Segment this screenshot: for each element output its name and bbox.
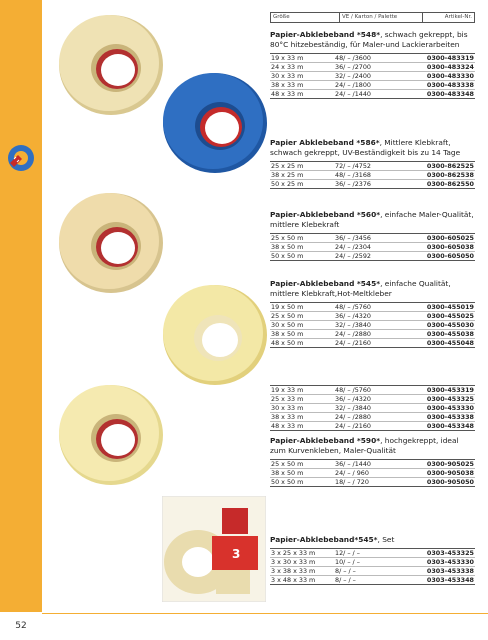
units-cell: 48/ – /5760: [334, 386, 414, 395]
blue-tape-roll-image: [160, 68, 270, 178]
units-cell: 24/ – /1800: [334, 81, 414, 90]
product-desc: , einfache Qualität, mittlere Klebkraft,Hot-Meltkleber: [270, 279, 451, 298]
table-row: [270, 404, 475, 413]
article-number-cell: 0303-453330: [414, 558, 475, 567]
table-row: [270, 180, 475, 189]
article-number-cell: 0300-455019: [414, 303, 475, 312]
size-cell: 25 x 50 m: [270, 234, 334, 243]
article-number-cell: 0300-455030: [414, 321, 475, 330]
units-cell: 32/ – /2400: [334, 72, 414, 81]
product-block-548: [270, 30, 475, 99]
footer-rule: [42, 613, 488, 614]
product-table: [270, 459, 475, 487]
table-row: [270, 549, 475, 558]
article-number-cell: 0300-453330: [414, 404, 475, 413]
product-table: [270, 233, 475, 261]
size-cell: 38 x 50 m: [270, 243, 334, 252]
article-number-cell: 0300-453319: [414, 386, 475, 395]
product-block-545-33m: [270, 385, 475, 431]
table-row: [270, 162, 475, 171]
size-cell: 3 x 25 x 33 m: [270, 549, 334, 558]
size-cell: 19 x 33 m: [270, 54, 334, 63]
table-row: [270, 478, 475, 487]
size-cell: 38 x 50 m: [270, 469, 334, 478]
units-cell: 24/ – /2880: [334, 413, 414, 422]
size-cell: 19 x 50 m: [270, 303, 334, 312]
article-number-cell: 0300-453348: [414, 422, 475, 431]
svg-text:3: 3: [232, 547, 241, 561]
units-cell: 36/ – /3456: [334, 234, 414, 243]
article-number-cell: 0300-905050: [414, 478, 475, 487]
product-title: Papier-Abklebeband*545*: [270, 535, 378, 544]
article-number-cell: 0300-605050: [414, 252, 475, 261]
yellow-tape-roll-image: [160, 280, 270, 390]
table-header: [270, 12, 475, 23]
article-number-cell: 0300-862550: [414, 180, 475, 189]
product-title: Papier-Abklebeband *548*: [270, 30, 381, 39]
units-cell: 12/ – / –: [334, 549, 414, 558]
table-row: [270, 460, 475, 469]
size-cell: 38 x 50 m: [270, 330, 334, 339]
article-number-cell: 0300-453338: [414, 413, 475, 422]
article-number-cell: 0300-455038: [414, 330, 475, 339]
table-row: [270, 90, 475, 99]
table-row: [270, 576, 475, 585]
table-row: [270, 234, 475, 243]
product-block-545-set: [270, 535, 475, 585]
article-number-cell: 0300-453325: [414, 395, 475, 404]
sidebar-accent-bar: [0, 0, 42, 616]
article-number-cell: 0300-483319: [414, 54, 475, 63]
article-number-cell: 0300-905025: [414, 460, 475, 469]
table-row: [270, 81, 475, 90]
tape-set-pack-image: [162, 496, 266, 602]
beige-tape-roll-image: [56, 188, 166, 298]
units-cell: 24/ – /2304: [334, 243, 414, 252]
size-cell: 50 x 50 m: [270, 252, 334, 261]
size-cell: 50 x 50 m: [270, 478, 334, 487]
units-cell: 8/ – / –: [334, 567, 414, 576]
units-cell: 36/ – /1440: [334, 460, 414, 469]
article-number-cell: 0303-453348: [414, 576, 475, 585]
units-cell: 48/ – /5760: [334, 303, 414, 312]
size-cell: 48 x 33 m: [270, 422, 334, 431]
product-title: Papier-Abklebeband *560*: [270, 210, 381, 219]
product-title: Papier Abklebeband *586*: [270, 138, 380, 147]
units-cell: 18/ – / 720: [334, 478, 414, 487]
table-row: [270, 321, 475, 330]
product-table: [270, 385, 475, 431]
units-cell: 36/ – /4320: [334, 312, 414, 321]
product-table: [270, 548, 475, 585]
table-row: [270, 386, 475, 395]
units-cell: 24/ – / 960: [334, 469, 414, 478]
table-row: [270, 312, 475, 321]
article-number-cell: 0300-455048: [414, 339, 475, 348]
tape-roll-icon: [6, 143, 36, 173]
units-cell: 36/ – /2376: [334, 180, 414, 189]
size-cell: 30 x 50 m: [270, 321, 334, 330]
table-row: [270, 330, 475, 339]
product-block-590: [270, 436, 475, 487]
units-cell: 72/ – /4752: [334, 162, 414, 171]
size-cell: 25 x 50 m: [270, 312, 334, 321]
article-number-cell: 0300-483324: [414, 63, 475, 72]
units-cell: 32/ – /3840: [334, 321, 414, 330]
product-title: Papier-Abklebeband *590*: [270, 436, 381, 445]
size-cell: 25 x 25 m: [270, 162, 334, 171]
product-block-586: [270, 138, 475, 189]
table-row: [270, 567, 475, 576]
product-desc: , hochgekreppt, ideal zum Kurvenkleben, Maler-Qualität: [270, 436, 459, 455]
size-cell: 30 x 33 m: [270, 72, 334, 81]
article-number-cell: 0300-862525: [414, 162, 475, 171]
size-cell: 3 x 48 x 33 m: [270, 576, 334, 585]
cream-tape-roll-image: [56, 8, 166, 118]
product-desc: , Mittlere Klebkraft, schwach gekreppt, UV-Beständigkeit bis zu 14 Tage: [270, 138, 461, 157]
header-size: Größe: [271, 13, 340, 22]
table-row: [270, 63, 475, 72]
article-number-cell: 0300-455025: [414, 312, 475, 321]
product-desc: , einfache Maler-Qualität, mittlere Klebekraft: [270, 210, 474, 229]
header-units: VE / Karton / Palette: [340, 13, 423, 22]
size-cell: 38 x 25 m: [270, 171, 334, 180]
table-row: [270, 422, 475, 431]
article-number-cell: 0300-605038: [414, 243, 475, 252]
article-number-cell: 0300-862538: [414, 171, 475, 180]
product-block-560: [270, 210, 475, 261]
article-number-cell: 0300-483330: [414, 72, 475, 81]
units-cell: 48/ – /3600: [334, 54, 414, 63]
table-row: [270, 303, 475, 312]
units-cell: 36/ – /4320: [334, 395, 414, 404]
size-cell: 48 x 50 m: [270, 339, 334, 348]
product-table: [270, 53, 475, 99]
article-number-cell: 0303-453325: [414, 549, 475, 558]
table-row: [270, 252, 475, 261]
size-cell: 3 x 30 x 33 m: [270, 558, 334, 567]
table-row: [270, 469, 475, 478]
units-cell: 8/ – / –: [334, 576, 414, 585]
units-cell: 24/ – /2160: [334, 422, 414, 431]
units-cell: 48/ – /3168: [334, 171, 414, 180]
article-number-cell: 0300-483348: [414, 90, 475, 99]
size-cell: 30 x 33 m: [270, 404, 334, 413]
size-cell: 38 x 33 m: [270, 413, 334, 422]
size-cell: 48 x 33 m: [270, 90, 334, 99]
article-number-cell: 0303-453338: [414, 567, 475, 576]
units-cell: 24/ – /2160: [334, 339, 414, 348]
size-cell: 25 x 33 m: [270, 395, 334, 404]
table-row: [270, 243, 475, 252]
table-row: [270, 171, 475, 180]
article-number-cell: 0300-483338: [414, 81, 475, 90]
product-desc: , Set: [377, 535, 395, 544]
table-row: [270, 558, 475, 567]
product-title: Papier-Abklebeband *545*: [270, 279, 381, 288]
size-cell: 19 x 33 m: [270, 386, 334, 395]
product-block-545: [270, 279, 475, 348]
size-cell: 25 x 50 m: [270, 460, 334, 469]
article-number-cell: 0300-605025: [414, 234, 475, 243]
table-row: [270, 413, 475, 422]
units-cell: 10/ – / –: [334, 558, 414, 567]
size-cell: 24 x 33 m: [270, 63, 334, 72]
table-row: [270, 72, 475, 81]
units-cell: 24/ – /2880: [334, 330, 414, 339]
product-table: [270, 161, 475, 189]
page-number: 52: [0, 612, 42, 640]
size-cell: 50 x 25 m: [270, 180, 334, 189]
units-cell: 24/ – /2592: [334, 252, 414, 261]
pale-yellow-tape-roll-image: [56, 380, 166, 490]
header-article: Artikel-Nr.: [444, 14, 472, 20]
units-cell: 24/ – /1440: [334, 90, 414, 99]
table-row: [270, 54, 475, 63]
product-desc: , schwach gekreppt, bis 80°C hitzebeständig, für Maler-und Lackierarbeiten: [270, 30, 468, 49]
article-number-cell: 0300-905038: [414, 469, 475, 478]
table-row: [270, 395, 475, 404]
units-cell: 36/ – /2700: [334, 63, 414, 72]
table-row: [270, 339, 475, 348]
product-table: [270, 302, 475, 348]
units-cell: 32/ – /3840: [334, 404, 414, 413]
size-cell: 38 x 33 m: [270, 81, 334, 90]
size-cell: 3 x 38 x 33 m: [270, 567, 334, 576]
